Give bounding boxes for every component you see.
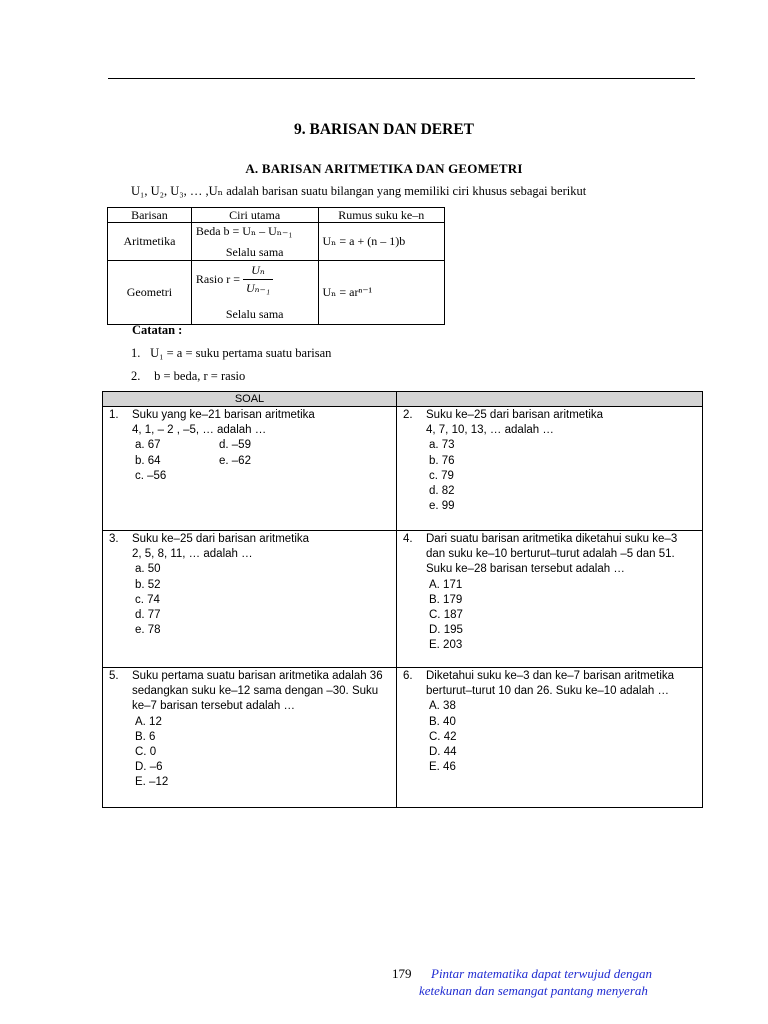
catatan-number: 2.	[131, 369, 141, 383]
question-text: Suku ke–25 dari barisan aritmetika	[132, 533, 310, 545]
ciri-rasio	[196, 262, 314, 297]
soal-row	[103, 407, 703, 531]
catatan-text: U₁ = a = suku pertama suatu barisan	[150, 346, 332, 360]
option[interactable]: b. 64	[135, 454, 161, 467]
cell-rumus-aritmetika: Uₙ = a + (n – 1)b	[318, 223, 445, 261]
intro-text: U₁, U₂, U₃, … ,Uₙ adalah barisan suatu bilangan yang memiliki ciri khusus sebagai berikut	[131, 184, 587, 198]
option[interactable]: D. –6	[135, 761, 163, 774]
question-sequence: 4, 7, 10, 13, … adalah …	[426, 424, 554, 437]
question-sequence: 4, 1, – 2 , –5, … adalah …	[132, 424, 267, 437]
option[interactable]: a. 50	[135, 563, 161, 576]
option[interactable]: C. 187	[429, 609, 463, 622]
soal-header-row	[103, 392, 703, 407]
question-5	[103, 668, 397, 808]
cell-ciri-geometri	[191, 261, 318, 325]
catatan-item	[131, 369, 245, 384]
rasio-numerator: Uₙ	[243, 262, 273, 280]
option[interactable]: d. 82	[429, 485, 455, 498]
option[interactable]: e. –62	[219, 454, 251, 467]
catatan-number: 1.	[131, 346, 141, 360]
option[interactable]: c. 79	[429, 469, 454, 482]
header-barisan: Barisan	[108, 208, 192, 223]
question-6	[397, 668, 703, 808]
ciri-selalu-sama: Selalu sama	[225, 245, 284, 259]
option[interactable]: A. 12	[135, 715, 162, 728]
option[interactable]: D. 195	[429, 624, 463, 637]
option[interactable]: C. 0	[135, 746, 157, 759]
answer-options	[109, 562, 392, 638]
soal-row	[103, 668, 703, 808]
option[interactable]: A. 171	[429, 578, 463, 591]
cell-barisan-geometri: Geometri	[108, 261, 192, 325]
header-rumus: Rumus suku ke–n	[318, 208, 445, 223]
option[interactable]: d. 77	[135, 609, 161, 622]
question-sequence: 2, 5, 8, 11, … adalah …	[132, 548, 253, 561]
rumus-table	[107, 207, 445, 325]
question-number: 1.	[109, 409, 119, 421]
section-title: A. BARISAN ARITMETIKA DAN GEOMETRI	[245, 161, 523, 176]
option[interactable]: e. 99	[429, 500, 455, 513]
row-geometri	[108, 261, 445, 325]
question-3	[103, 531, 397, 668]
question-text: Suku yang ke–21 barisan aritmetika	[132, 409, 315, 421]
option[interactable]: c. –56	[135, 469, 167, 482]
cell-barisan-aritmetika: Aritmetika	[108, 223, 192, 261]
option[interactable]: E. –12	[135, 776, 169, 789]
question-1	[103, 407, 397, 531]
soal-header-empty	[397, 392, 703, 407]
answer-options	[403, 578, 698, 654]
option[interactable]: e. 78	[135, 624, 161, 637]
option[interactable]: a. 73	[429, 439, 455, 452]
question-4	[397, 531, 703, 668]
cell-ciri-aritmetika	[191, 223, 318, 261]
question-number: 3.	[109, 533, 119, 545]
question-text: Dari suatu barisan aritmetika diketahui suku ke–3 dan suku ke–10 berturut–turut adalah –5 dan 51. Suku ke–28 barisan tersebut adalah …	[426, 533, 678, 576]
option[interactable]: E. 46	[429, 761, 456, 774]
answer-options	[403, 438, 698, 514]
option[interactable]: d. –59	[219, 439, 251, 452]
option[interactable]: C. 42	[429, 730, 457, 743]
answer-options	[403, 699, 698, 775]
header-ciri-utama: Ciri utama	[191, 208, 318, 223]
row-aritmetika	[108, 223, 445, 261]
answer-options	[109, 715, 392, 791]
page-number: 179	[392, 966, 412, 981]
option[interactable]: B. 40	[429, 715, 456, 728]
catatan-text: b = beda, r = rasio	[154, 369, 246, 383]
option[interactable]: c. 74	[135, 593, 160, 606]
rasio-fraction	[243, 262, 273, 297]
option[interactable]: a. 67	[135, 439, 161, 452]
question-2	[397, 407, 703, 531]
catatan-label: Catatan :	[132, 323, 183, 337]
option[interactable]: D. 44	[429, 746, 457, 759]
footer-motto-line1: Pintar matematika dapat terwujud dengan	[431, 966, 652, 981]
soal-table	[102, 391, 703, 808]
footer-motto-line2: ketekunan dan semangat pantang menyerah	[419, 983, 648, 998]
option[interactable]: b. 76	[429, 454, 455, 467]
rasio-label: Rasio r =	[195, 272, 240, 286]
ciri-selalu-sama: Selalu sama	[225, 307, 284, 321]
chapter-title: 9. BARISAN DAN DERET	[294, 121, 474, 138]
soal-header: SOAL	[103, 392, 397, 407]
question-text: Diketahui suku ke–3 dan ke–7 barisan aritmetika berturut–turut 10 dan 26. Suku ke–10 adalah …	[426, 670, 675, 698]
catatan-item	[131, 346, 331, 361]
ciri-beda: Beda b = Uₙ – Uₙ₋₁	[195, 224, 293, 238]
option[interactable]: B. 179	[429, 593, 463, 606]
option[interactable]: b. 52	[135, 578, 161, 591]
question-number: 2.	[403, 409, 413, 421]
question-number: 5.	[109, 670, 119, 682]
question-text: Suku ke–25 dari barisan aritmetika	[426, 409, 604, 421]
question-number: 6.	[403, 670, 413, 682]
soal-row	[103, 531, 703, 668]
option[interactable]: E. 203	[429, 639, 463, 652]
rasio-denominator: Uₙ₋₁	[245, 281, 271, 295]
answer-options	[109, 438, 392, 484]
top-rule	[108, 78, 695, 79]
question-number: 4.	[403, 533, 413, 545]
rumus-table-header	[108, 208, 445, 223]
option[interactable]: B. 6	[135, 730, 156, 743]
cell-rumus-geometri: Uₙ = arⁿ⁻¹	[318, 261, 445, 325]
option[interactable]: A. 38	[429, 700, 456, 713]
question-text: Suku pertama suatu barisan aritmetika adalah 36 sedangkan suku ke–12 sama dengan –30. Suku ke–7 barisan tersebut adalah …	[132, 670, 383, 713]
